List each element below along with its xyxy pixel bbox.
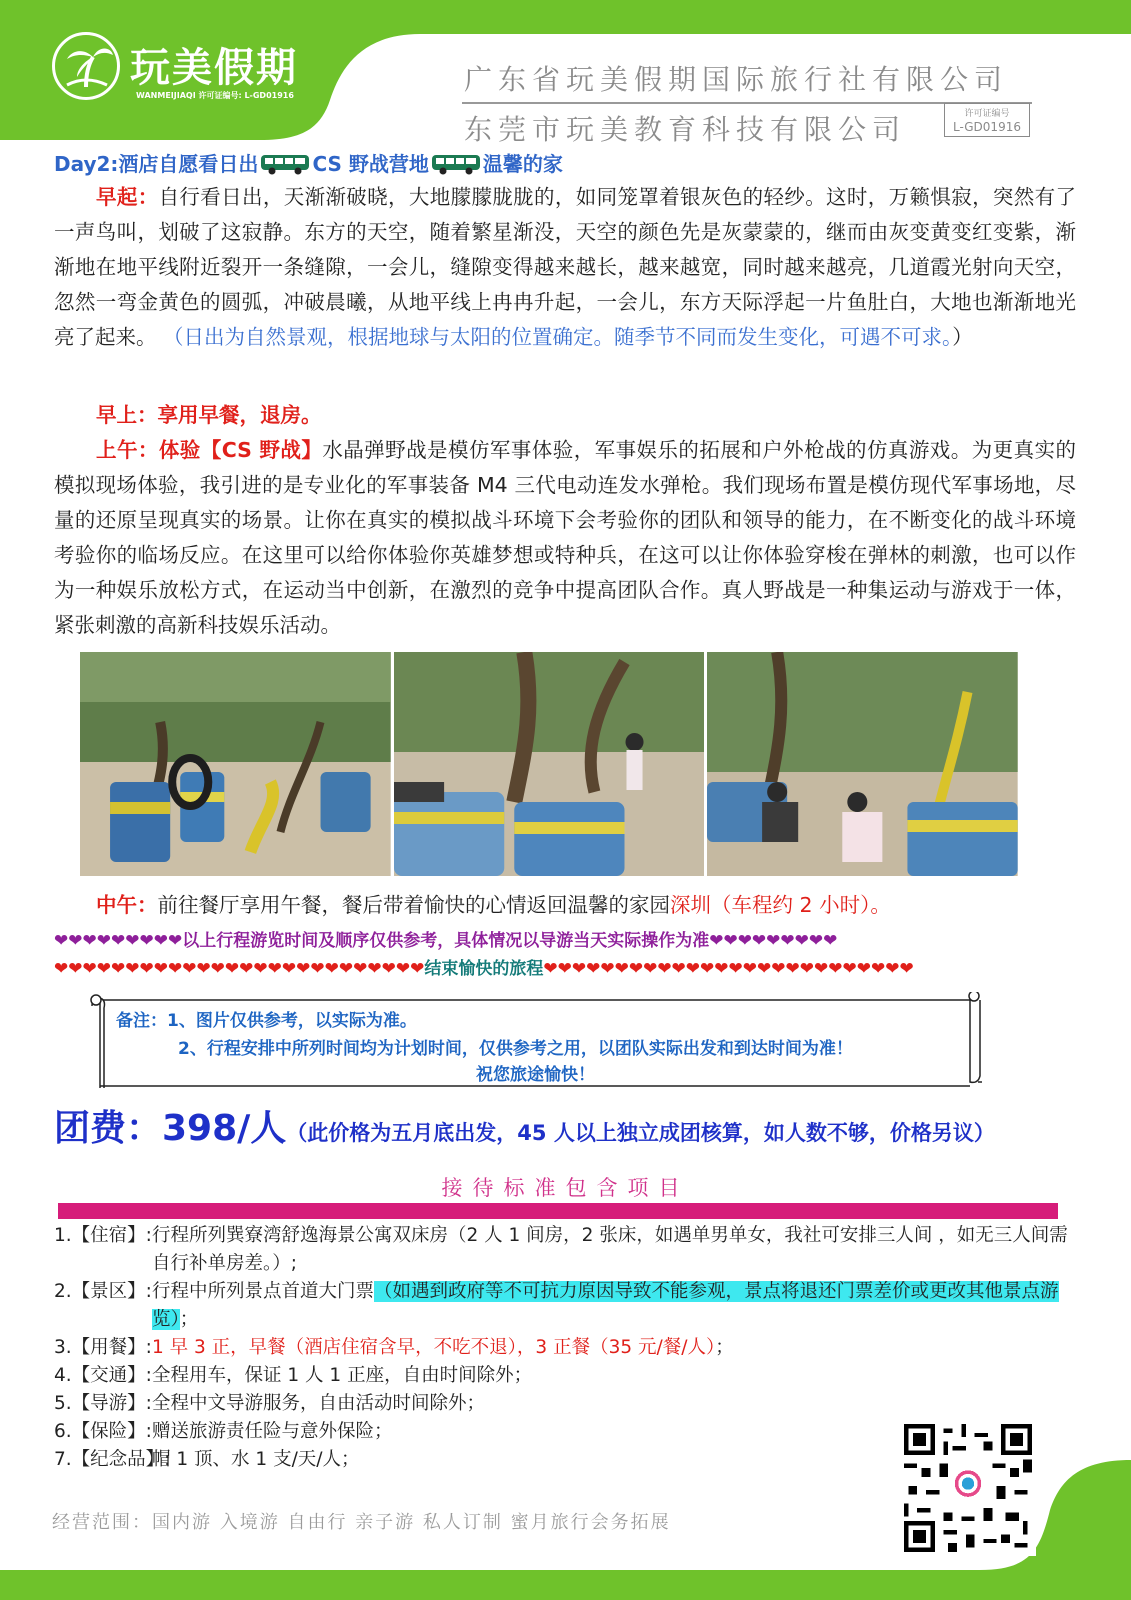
hearts-decoration-icon: ❤❤❤❤❤❤❤❤❤: [709, 931, 838, 951]
disclaimer-text: 以上行程游览时间及顺序仅供参考，具体情况以导游当天实际操作为准: [182, 931, 710, 951]
day-title-part2: CS 野战营地: [312, 152, 429, 176]
day-title: [54, 148, 563, 177]
price-line: [54, 1100, 995, 1151]
hearts-decoration-icon: ❤❤❤❤❤❤❤❤❤❤❤❤❤❤❤❤❤❤❤❤❤❤❤❤❤❤: [543, 959, 914, 979]
noon-label: 中午：: [96, 893, 158, 917]
palm-tree-icon: [52, 32, 120, 100]
breakfast-text: 早上：享用早餐，退房。: [96, 403, 322, 427]
note-line-2: 2、行程安排中所列时间均为计划时间，仅供参考之用，以团队实际出发和到达时间为准！: [178, 1039, 853, 1059]
item-text: 行程中所列景点首道大门票: [152, 1281, 375, 1302]
brand-logo: [52, 32, 312, 108]
item-text: 全程中文导游服务，自由活动时间除外；: [152, 1393, 486, 1414]
license-label: 许可证编号: [964, 109, 1010, 119]
breakfast-line: [54, 398, 1076, 433]
item-text: 全程用车，保证 1 人 1 正座，自由时间除外；: [152, 1365, 533, 1386]
noon-destination: 深圳（车程约 2 小时）。: [670, 893, 891, 917]
day-title-part1: Day2:酒店自愿看日出: [54, 152, 259, 176]
item-key: 3.【用餐】:: [54, 1337, 152, 1358]
sunrise-note-end: ）: [952, 325, 973, 349]
trip-end-line: [54, 954, 914, 979]
item-text: 行程所列巽寮湾舒逸海景公寓双床房（2 人 1 间房，2 张床，如遇单男单女，我社可安排三人间 ，如无三人间需自行补单房差。）;: [152, 1225, 1068, 1274]
logo-text: 玩美假期: [130, 45, 298, 91]
company-name-1: 广东省玩美假期国际旅行社有限公司: [464, 63, 1009, 96]
forenoon-text: 水晶弹野战是模仿军事体验，军事娱乐的拓展和户外枪战的仿真游戏。为更真实的模拟现场体验，我引进的是专业化的军事装备 M4 三代电动连发水弹枪。我们现场布置是模仿现代军事场地，尽量的还原呈现真实的场景。让你在真实的模拟战斗环境下会考验你的团队和领导的能力，在不断变化的战斗环境考验你的临场反应。在这里可以给你体验你英雄梦想或特种兵，在这可以让你体验穿梭在弹林的刺激，也可以作为一种娱乐放松方式，在运动当中创新，在激烈的竞争中提高团队合作。真人野战是一种集运动与游戏于一体，紧张刺激的高新科技娱乐活动。: [54, 438, 1076, 637]
bus-icon: [260, 153, 310, 175]
hearts-decoration-icon: ❤❤❤❤❤❤❤❤❤❤❤❤❤❤❤❤❤❤❤❤❤❤❤❤❤❤: [54, 959, 425, 979]
license-box: [944, 103, 1030, 137]
standards-bar: [58, 1203, 1058, 1219]
list-item: [54, 1222, 1084, 1278]
price-main: 团费：398/人: [54, 1108, 287, 1149]
list-item: [54, 1362, 1084, 1390]
forenoon-label: 上午：体验【CS 野战】: [96, 438, 323, 462]
noon-line: [54, 888, 1076, 923]
item-key: 7.【纪念品】:: [54, 1449, 171, 1470]
hearts-decoration-icon: ❤❤❤❤❤❤❤❤❤: [54, 931, 183, 951]
item-tail: ；: [715, 1337, 734, 1358]
logo-subtext: WANMEIJIAQI 许可证编号: L-GD01916: [136, 91, 294, 100]
list-item: [54, 1278, 1084, 1334]
item-highlight: （如遇到政府等不可抗力原因导致不能参观，景点将退还门票差价或更改其他景点游览）: [152, 1281, 1059, 1330]
photo-strip: [80, 652, 1018, 876]
item-key: 4.【交通】:: [54, 1365, 152, 1386]
note-line-3: 祝您旅途愉快！: [476, 1065, 595, 1085]
notes-scroll: [90, 992, 996, 1092]
cs-field-photo: [80, 652, 391, 876]
qr-code-icon[interactable]: [900, 1420, 1036, 1556]
cs-field-photo: [707, 652, 1018, 876]
list-item: [54, 1390, 1084, 1418]
forenoon-paragraph: [54, 433, 1076, 643]
noon-text: 前往餐厅享用午餐，餐后带着愉快的心情返回温馨的家园: [157, 893, 670, 917]
item-key: 5.【导游】:: [54, 1393, 152, 1414]
note-line-1: 备注：1、图片仅供参考，以实际为准。: [116, 1011, 417, 1031]
early-morning-paragraph: [54, 180, 1076, 355]
cs-field-photo: [394, 652, 705, 876]
company-name-2: 东莞市玩美教育科技有限公司: [464, 113, 907, 146]
item-text: 帽 1 顶、水 1 支/天/人；: [152, 1449, 360, 1470]
list-item: [54, 1334, 1084, 1362]
day-title-part3: 温馨的家: [482, 152, 563, 176]
trip-end-text: 结束愉快的旅程: [424, 959, 544, 979]
license-number: L-GD01916: [953, 120, 1021, 134]
price-note: （此价格为五月底出发，45 人以上独立成团核算，如人数不够，价格另议）: [286, 1121, 995, 1145]
business-scope: 经营范围：国内游 入境游 自由行 亲子游 私人订制 蜜月旅行会务拓展: [52, 1512, 671, 1533]
early-morning-label: 早起：: [96, 185, 159, 209]
item-text: 1 早 3 正，早餐（酒店住宿含早，不吃不退），3 正餐（35 元/餐/人）: [152, 1337, 716, 1358]
item-key: 1.【住宿】:: [54, 1225, 152, 1246]
bus-icon: [431, 153, 481, 175]
item-key: 2.【景区】:: [54, 1281, 152, 1302]
sunrise-note: （日出为自然景观，根据地球与太阳的位置确定。随季节不同而发生变化，可遇不可求。: [163, 325, 953, 349]
item-tail: ；: [179, 1309, 199, 1330]
item-key: 6.【保险】:: [54, 1421, 152, 1442]
standards-title: 接待标准包含项目: [441, 1176, 690, 1200]
itinerary-disclaimer: [54, 926, 837, 951]
early-morning-text: 自行看日出，天渐渐破晓，大地朦朦胧胧的，如同笼罩着银灰色的轻纱。这时，万籁惧寂，突然有了一声鸟叫，划破了这寂静。东方的天空，随着繁星渐没，天空的颜色先是灰蒙蒙的，继而由灰变黄变红变紫，渐渐地在地平线附近裂开一条缝隙，一会儿，缝隙变得越来越长，越来越宽，同时越来越亮，几道霞光射向天空，忽然一弯金黄色的圆弧，冲破晨曦，从地平线上冉冉升起，一会儿，东方天际浮起一片鱼肚白，大地也渐渐地光亮了起来。: [54, 185, 1076, 349]
item-text: 赠送旅游责任险与意外保险；: [152, 1421, 393, 1442]
